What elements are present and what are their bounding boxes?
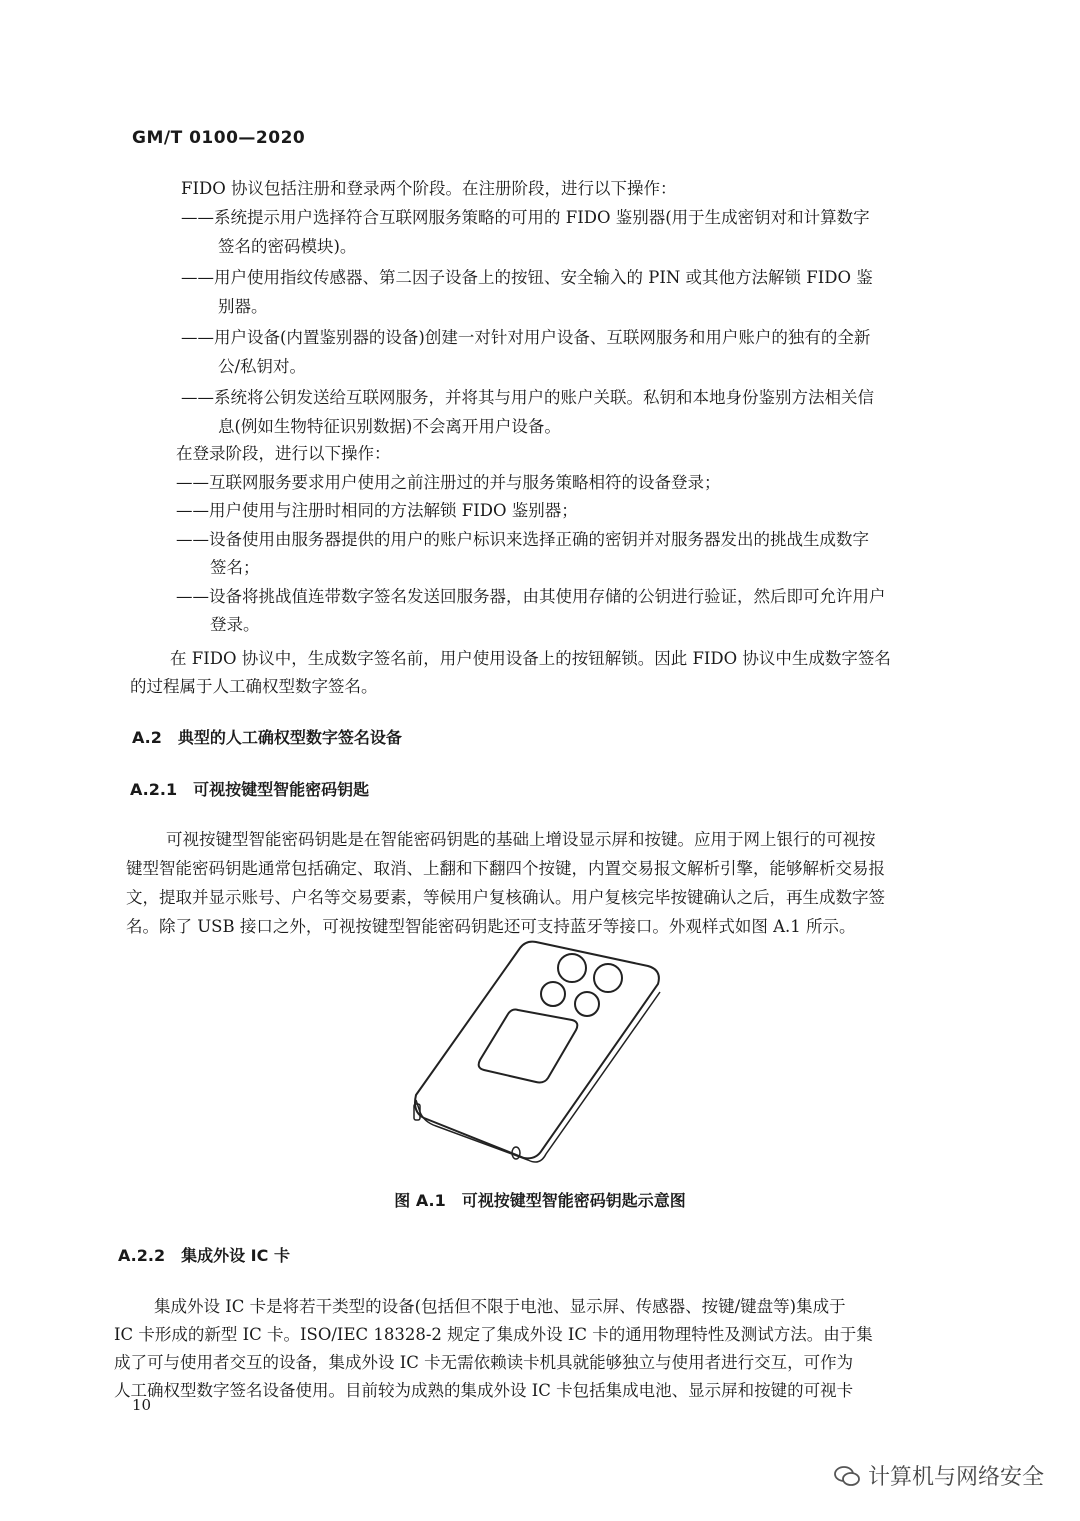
body-line: 别器。 (218, 297, 268, 316)
device-front-edge (416, 992, 660, 1162)
body-line: 息(例如生物特征识别数据)不会离开用户设备。 (218, 417, 561, 436)
section-heading-a2: A.2 典型的人工确权型数字签名设备 (132, 728, 402, 747)
up-button-icon (541, 982, 565, 1006)
display-screen (479, 1010, 578, 1083)
section-heading-a21: A.2.1 可视按键型智能密码钥匙 (130, 780, 370, 799)
figure-caption: 图 A.1 可视按键型智能密码钥匙示意图 (394, 1191, 686, 1210)
down-button-icon (575, 992, 599, 1016)
body-line: 签名的密码模块)。 (218, 237, 357, 256)
body-line: 登录。 (210, 615, 260, 634)
body-line: 人工确权型数字签名设备使用。目前较为成熟的集成外设 IC 卡包括集成电池、显示屏和按键的可视卡 (114, 1381, 854, 1400)
body-line: ——用户使用与注册时相同的方法解锁 FIDO 鉴别器； (176, 501, 578, 520)
body-line: 的过程属于人工确权型数字签名。 (130, 677, 378, 696)
body-line: FIDO 协议包括注册和登录两个阶段。在注册阶段，进行以下操作： (181, 179, 677, 198)
page-number: 10 (132, 1396, 152, 1414)
body-line: ——用户设备(内置鉴别器的设备)创建一对针对用户设备、互联网服务和用户账户的独有的全新 (181, 328, 871, 347)
body-line: 成了可与使用者交互的设备，集成外设 IC 卡无需依赖读卡机具就能够独立与使用者进行交互，可作为 (114, 1353, 854, 1372)
body-line: 签名； (210, 558, 260, 577)
body-line: 在登录阶段，进行以下操作： (176, 444, 391, 463)
body-line: ——设备将挑战值连带数字签名发送回服务器，由其使用存储的公钥进行验证，然后即可允许用户 (176, 587, 886, 606)
standard-number: GM/T 0100—2020 (132, 128, 306, 148)
section-heading-a22: A.2.2 集成外设 IC 卡 (118, 1246, 290, 1265)
body-line: ——设备使用由服务器提供的用户的账户标识来选择正确的密钥并对服务器发出的挑战生成数字 (176, 530, 869, 549)
body-line: 集成外设 IC 卡是将若干类型的设备(包括但不限于电池、显示屏、传感器、按键/键盘等)集成于 (154, 1297, 846, 1316)
body-line: 在 FIDO 协议中，生成数字签名前，用户使用设备上的按钮解锁。因此 FIDO 协议中生成数字签名 (170, 649, 891, 668)
cancel-button-icon (594, 964, 622, 992)
confirm-button-icon (558, 954, 586, 982)
body-line: 可视按键型智能密码钥匙是在智能密码钥匙的基础上增设显示屏和按键。应用于网上银行的可视按 (166, 830, 876, 849)
smart-key-device-illustration (410, 940, 670, 1170)
body-line: 名。除了 USB 接口之外，可视按键型智能密码钥匙还可支持蓝牙等接口。外观样式如图 A.1 所示。 (126, 917, 856, 936)
body-line: ——系统提示用户选择符合互联网服务策略的可用的 FIDO 鉴别器(用于生成密钥对和计算数字 (181, 208, 870, 227)
body-line: 文，提取并显示账号、户名等交易要素，等候用户复核确认。用户复核完毕按键确认之后，再生成数字签 (126, 888, 885, 907)
watermark (834, 1460, 1044, 1491)
wechat-icon (834, 1465, 860, 1487)
body-line: 公/私钥对。 (218, 357, 307, 376)
body-line: ——系统将公钥发送给互联网服务，并将其与用户的账户关联。私钥和本地身份鉴别方法相关信 (181, 388, 874, 407)
body-line: ——互联网服务要求用户使用之前注册过的并与服务策略相符的设备登录； (176, 473, 721, 492)
body-line: ——用户使用指纹传感器、第二因子设备上的按钮、安全输入的 PIN 或其他方法解锁 FIDO 鉴 (181, 268, 873, 287)
body-line: 键型智能密码钥匙通常包括确定、取消、上翻和下翻四个按键，内置交易报文解析引擎，能够解析交易报 (126, 859, 885, 878)
watermark-text: 计算机与网络安全 (867, 1465, 1044, 1490)
body-line: IC 卡形成的新型 IC 卡。ISO/IEC 18328-2 规定了集成外设 IC 卡的通用物理特性及测试方法。由于集 (114, 1325, 873, 1344)
